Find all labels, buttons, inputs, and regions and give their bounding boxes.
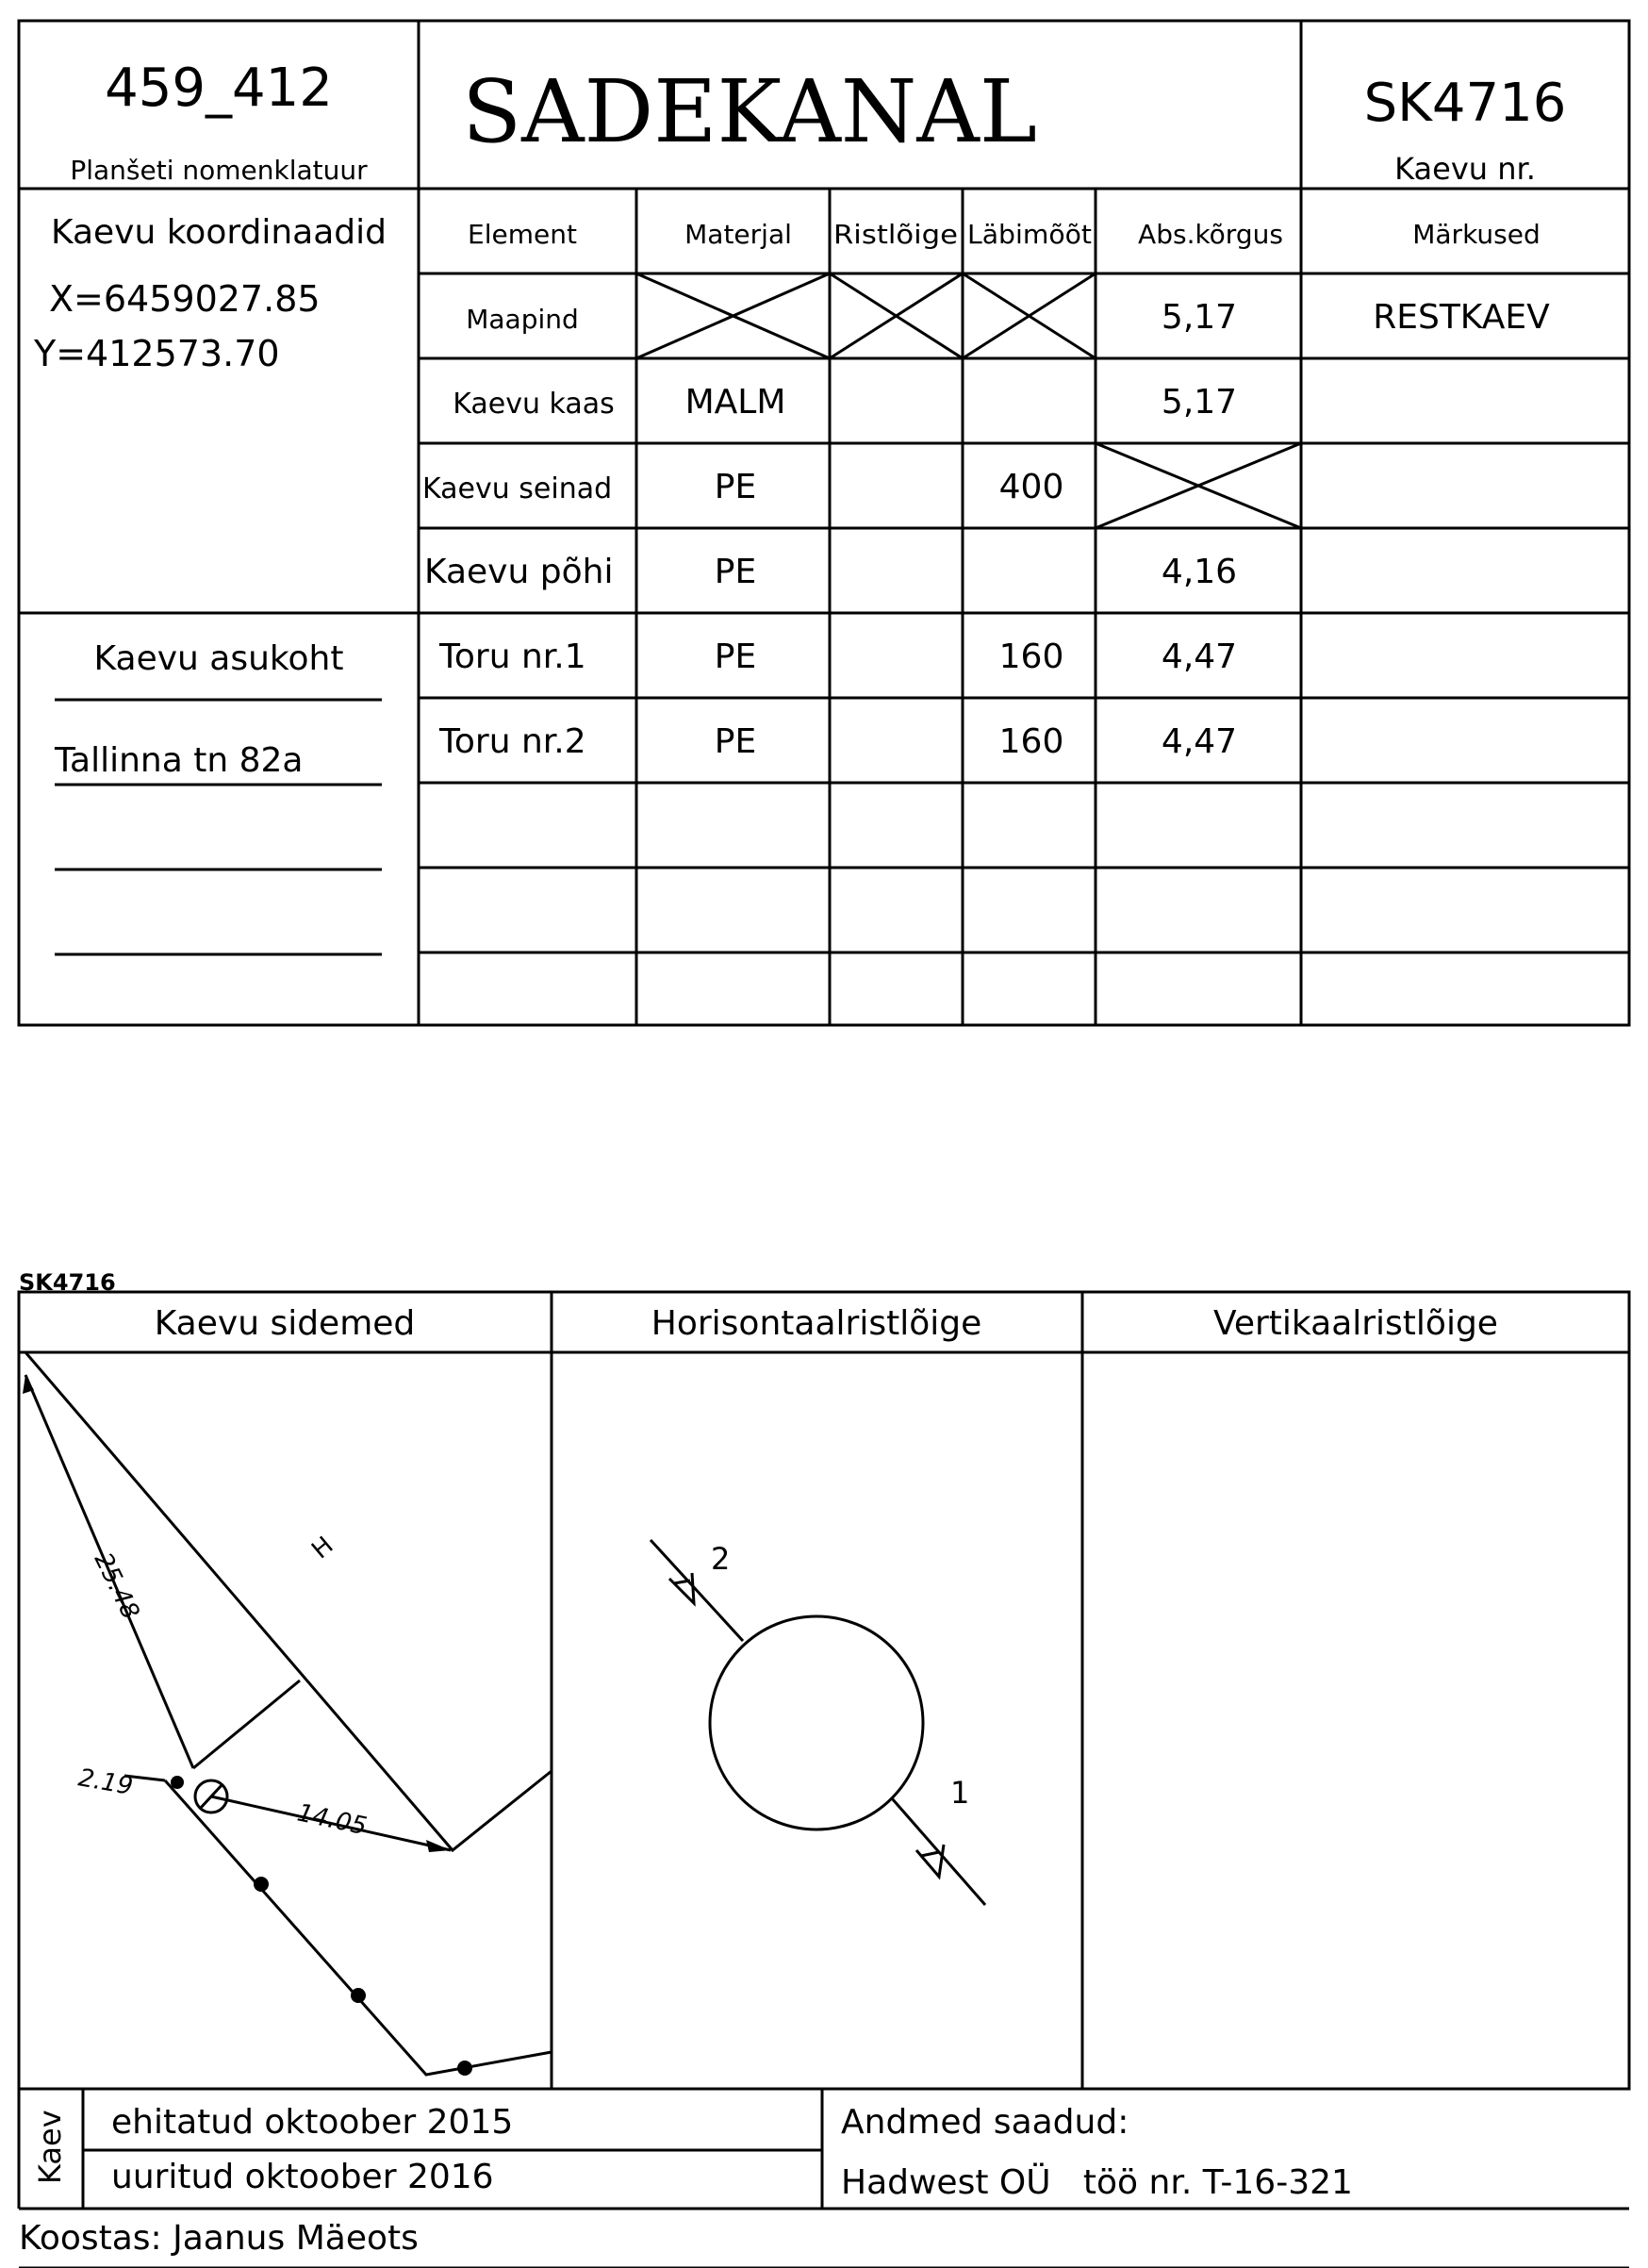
coordinate-x: X=6459027.85	[49, 278, 321, 320]
row-pipe2-diameter: 160	[998, 722, 1064, 761]
well-number: SK4716	[1363, 73, 1567, 134]
row-bottom-element: Kaevu põhi	[424, 553, 614, 591]
pipe-label-out: 1	[950, 1775, 970, 1811]
coordinates-label: Kaevu koordinaadid	[50, 213, 387, 252]
header-remarks: Märkused	[1412, 219, 1541, 250]
panel-title-ties: Kaevu sidemed	[154, 1304, 416, 1343]
row-walls-diameter: 400	[998, 468, 1064, 506]
pipe-label-in: 2	[711, 1541, 731, 1577]
row-pipe2-elevation: 4,47	[1161, 722, 1238, 761]
row-lid-element: Kaevu kaas	[453, 388, 615, 421]
dim-label-mid: 14.05	[294, 1798, 370, 1842]
row-pipe1-element: Toru nr.1	[439, 637, 586, 676]
panel-title-vertical: Vertikaalristlõige	[1213, 1304, 1498, 1343]
row-pipe1-material: PE	[714, 637, 757, 676]
built-date: ehitatud oktoober 2015	[111, 2103, 514, 2142]
data-source-label: Andmed saadud:	[841, 2103, 1129, 2142]
row-lid-material: MALM	[684, 383, 786, 422]
page-title: SADEKANAL	[462, 61, 1037, 162]
surveyed-date: uuritud oktoober 2016	[111, 2158, 494, 2196]
header-material: Materjal	[684, 219, 792, 250]
well-circle	[710, 1616, 923, 1829]
dim-label-short: 2.19	[75, 1763, 136, 1801]
coordinate-y: Y=412573.70	[34, 333, 280, 374]
row-pipe2-element: Toru nr.2	[439, 722, 586, 761]
data-source: Hadwest OÜ töö nr. T-16-321	[841, 2163, 1353, 2202]
sheet-number: 459_412	[105, 58, 333, 119]
author: Koostas: Jaanus Mäeots	[19, 2219, 419, 2258]
footer-side-label: Kaev	[32, 2110, 68, 2184]
row-bottom-material: PE	[714, 553, 757, 591]
row-walls-element: Kaevu seinad	[422, 472, 613, 505]
header-elevation: Abs.kõrgus	[1138, 219, 1283, 250]
row-ground-remarks: RESTKAEV	[1373, 298, 1550, 337]
header-cross-section: Ristlõige	[833, 219, 958, 250]
row-lid-elevation: 5,17	[1161, 383, 1238, 422]
location-address: Tallinna tn 82a	[55, 741, 304, 780]
row-ground-elevation: 5,17	[1161, 298, 1238, 337]
ties-sketch	[25, 1352, 552, 2075]
row-ground-element: Maapind	[466, 304, 579, 335]
sheet-label: Planšeti nomenklatuur	[70, 155, 368, 186]
horizontal-section	[651, 1540, 985, 1905]
well-label: Kaevu nr.	[1394, 151, 1536, 187]
row-walls-material: PE	[714, 468, 757, 506]
dim-label-long: 25.48	[88, 1548, 145, 1624]
location-label: Kaevu asukoht	[93, 639, 344, 678]
drawing-frame	[19, 1292, 1629, 2089]
building-mark: H	[306, 1531, 339, 1565]
row-bottom-elevation: 4,16	[1161, 553, 1238, 591]
panel-title-horizontal: Horisontaalristlõige	[651, 1304, 982, 1343]
header-element: Element	[468, 219, 577, 250]
row-pipe2-material: PE	[714, 722, 757, 761]
row-pipe1-elevation: 4,47	[1161, 637, 1238, 676]
drawing-tag: SK4716	[19, 1269, 116, 1296]
header-diameter: Läbimõõt	[967, 219, 1093, 250]
row-pipe1-diameter: 160	[998, 637, 1064, 676]
